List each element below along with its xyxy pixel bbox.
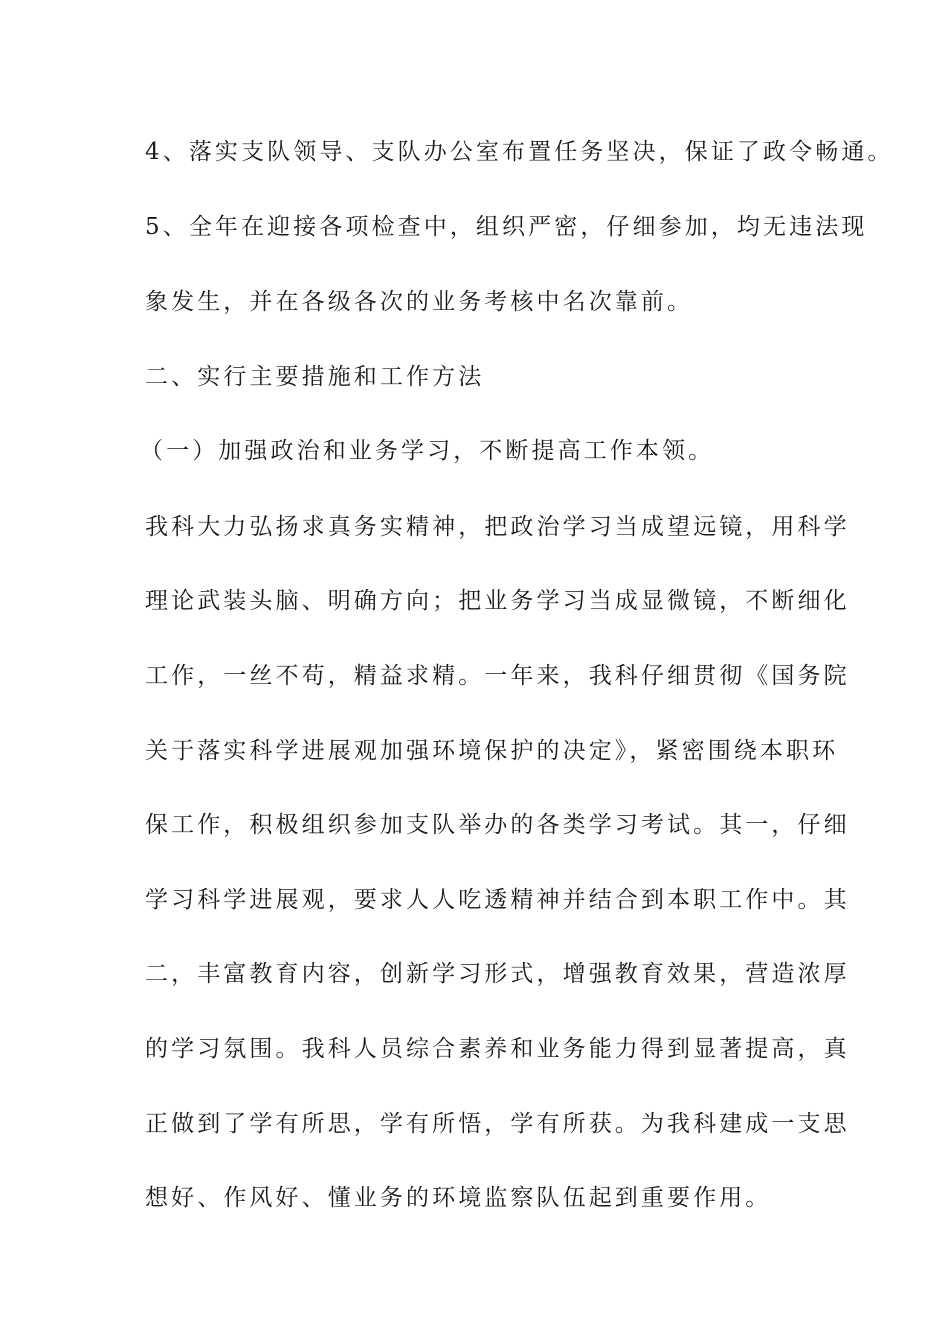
- paragraph-line: 工作，一丝不苟，精益求精。一年来，我科仔细贯彻《国务院: [145, 663, 850, 689]
- item-4-text: 4、落实支队领导、支队办公室布置任务坚决，保证了政令畅通。: [145, 139, 894, 165]
- paragraph-line: 我科大力弘扬求真务实精神，把政治学习当成望远镜，用科学: [145, 514, 850, 540]
- paragraph-line: 的学习氛围。我科人员综合素养和业务能力得到显著提高，真: [145, 1036, 850, 1062]
- subsection-heading: （一）加强政治和业务学习，不断提高工作本领。: [140, 438, 715, 464]
- paragraph-line: 想好、作风好、懂业务的环境监察队伍起到重要作用。: [145, 1185, 772, 1211]
- paragraph-line: 关于落实科学进展观加强环境保护的决定》，紧密围绕本职环: [145, 738, 839, 764]
- paragraph-line: 理论武装头脑、明确方向；把业务学习当成显微镜，不断细化: [145, 588, 850, 614]
- item-5-text-cont: 象发生，并在各级各次的业务考核中名次靠前。: [145, 289, 694, 315]
- paragraph-line: 学习科学进展观，要求人人吃透精神并结合到本职工作中。其: [145, 887, 850, 913]
- section-heading: 二、实行主要措施和工作方法: [145, 364, 485, 390]
- item-5-text: 5、全年在迎接各项检查中，组织严密，仔细参加，均无违法现: [145, 214, 868, 240]
- paragraph-line: 保工作，积极组织参加支队举办的各类学习考试。其一，仔细: [145, 812, 850, 838]
- paragraph-line: 正做到了学有所思，学有所悟，学有所获。为我科建成一支思: [145, 1111, 850, 1137]
- paragraph-line: 二，丰富教育内容，创新学习形式，增强教育效果，营造浓厚: [145, 961, 850, 987]
